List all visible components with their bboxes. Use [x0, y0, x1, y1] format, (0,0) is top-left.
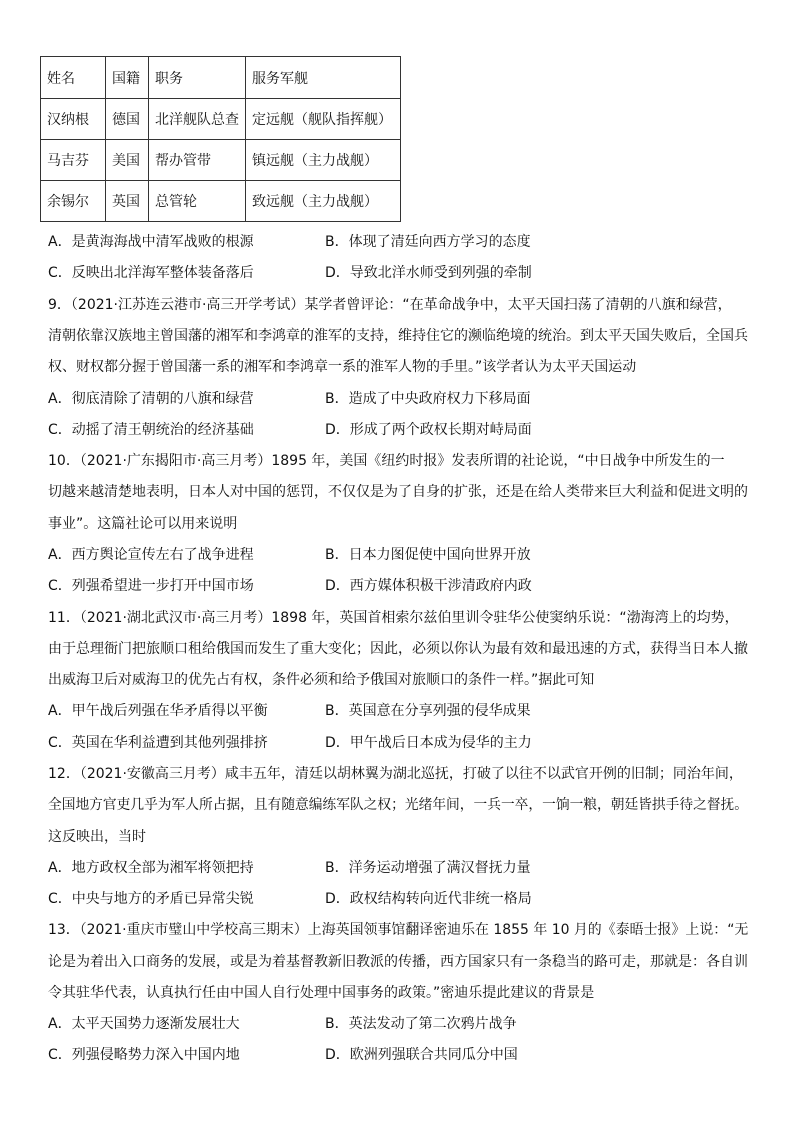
q10-option-a: A．西方舆论宣传左右了战争进程	[48, 547, 254, 563]
q9-stem-line: 清朝依靠汉族地主曾国藩的湘军和李鸿章的淮军的支持，维持住它的濒临绝境的统治。到太平天国失败后，全国兵	[48, 328, 748, 344]
q10-stem-line: 事业”。这篇社论可以用来说明	[48, 516, 238, 532]
q8-option-d: D．导致北洋水师受到列强的牵制	[325, 265, 532, 281]
q12-option-a: A．地方政权全部为湘军将领把持	[48, 860, 254, 876]
q13-stem-line: 论是为着出入口商务的发展，或是为着基督教新旧教派的传播，西方国家只有一条稳当的路可走，那就是：各自训	[48, 954, 748, 970]
q11-option-c: C．英国在华利益遭到其他列强排挤	[48, 735, 268, 751]
q9-stem-line: 权、财权都分握于曾国藩一系的湘军和李鸿章一系的淮军人物的手里。”该学者认为太平天国运动	[48, 359, 637, 375]
q13-option-c: C．列强侵略势力深入中国内地	[48, 1047, 240, 1063]
q10-option-c: C．列强希望进一步打开中国市场	[48, 578, 254, 594]
q9-option-c: C．动摇了清王朝统治的经济基础	[48, 422, 254, 438]
table-cell: 镇远舰（主力战舰）	[246, 140, 401, 181]
table-cell: 英国	[106, 181, 149, 222]
q11-option-b: B．英国意在分享列强的侵华成果	[325, 703, 531, 719]
table-header-cell: 姓名	[41, 57, 106, 99]
table-cell: 帮办管带	[149, 140, 246, 181]
q9-option-b: B．造成了中央政府权力下移局面	[325, 391, 531, 407]
q12-stem-line: 这反映出，当时	[48, 829, 146, 845]
table-cell: 定远舰（舰队指挥舰）	[246, 99, 401, 140]
foreign-officers-table	[40, 56, 401, 222]
table-cell: 汉纳根	[41, 99, 106, 140]
q12-option-d: D．政权结构转向近代非统一格局	[325, 891, 532, 907]
q9-option-d: D．形成了两个政权长期对峙局面	[325, 422, 532, 438]
q9-option-a: A．彻底清除了清朝的八旗和绿营	[48, 391, 254, 407]
q10-option-b: B．日本力图促使中国向世界开放	[325, 547, 531, 563]
table-cell: 总管轮	[149, 181, 246, 222]
table-cell: 美国	[106, 140, 149, 181]
q8-option-c: C．反映出北洋海军整体装备落后	[48, 265, 254, 281]
q8-option-a: A．是黄海海战中清军战败的根源	[48, 234, 254, 250]
table-row	[41, 99, 401, 140]
q8-option-b: B．体现了清廷向西方学习的态度	[325, 234, 531, 250]
q11-option-a: A．甲午战后列强在华矛盾得以平衡	[48, 703, 268, 719]
table-cell: 致远舰（主力战舰）	[246, 181, 401, 222]
table-row	[41, 140, 401, 181]
q13-option-d: D．欧洲列强联合共同瓜分中国	[325, 1047, 518, 1063]
q12-option-b: B．洋务运动增强了满汉督抚力量	[325, 860, 531, 876]
table-cell: 余锡尔	[41, 181, 106, 222]
q13-option-a: A．太平天国势力逐渐发展壮大	[48, 1016, 240, 1032]
q13-stem-line: 13．（2021·重庆市璧山中学校高三期末）上海英国领事馆翻译密迪乐在 1855 年 10 月的《泰晤士报》上说：“无	[48, 922, 749, 938]
table-cell: 马吉芬	[41, 140, 106, 181]
q11-option-d: D．甲午战后日本成为侵华的主力	[325, 735, 532, 751]
q11-stem-line: 由于总理衙门把旅顺口租给俄国而发生了重大变化；因此，必须以你认为最有效和最迅速的方式，获得当日本人撤	[48, 641, 748, 657]
q10-option-d: D．西方媒体积极干涉清政府内政	[325, 578, 532, 594]
q9-stem-line: 9．（2021·江苏连云港市·高三开学考试）某学者曾评论：“在革命战争中，太平天国扫荡了清朝的八旗和绿营，	[48, 297, 732, 313]
q10-stem-line: 切越来越清楚地表明，日本人对中国的惩罚，不仅仅是为了自身的扩张，还是在给人类带来巨大利益和促进文明的	[48, 484, 748, 500]
q12-option-c: C．中央与地方的矛盾已异常尖锐	[48, 891, 254, 907]
q11-stem-line: 出威海卫后对威海卫的优先占有权，条件必须和给予俄国对旅顺口的条件一样。”据此可知	[48, 672, 595, 688]
table-header-cell: 服务军舰	[246, 57, 401, 99]
table-header-row	[41, 57, 401, 99]
q12-stem-line: 全国地方官吏几乎为军人所占据，且有随意编练军队之权；光绪年间，一兵一卒，一饷一粮，朝廷皆拱手待之督抚。	[48, 797, 749, 813]
q12-stem-line: 12．（2021·安徽高三月考）咸丰五年，清廷以胡林翼为湖北巡抚，打破了以往不以武官开例的旧制；同治年间，	[48, 766, 743, 782]
q13-stem-line: 令其驻华代表，认真执行任由中国人自行处理中国事务的政策。”密迪乐提此建议的背景是	[48, 985, 595, 1001]
q10-stem-line: 10．（2021·广东揭阳市·高三月考）1895 年，美国《纽约时报》发表所谓的社论说，“中日战争中所发生的一	[48, 453, 725, 469]
table-cell: 德国	[106, 99, 149, 140]
table-header-cell: 国籍	[106, 57, 149, 99]
table-cell: 北洋舰队总查	[149, 99, 246, 140]
q11-stem-line: 11．（2021·湖北武汉市·高三月考）1898 年，英国首相索尔兹伯里训令驻华公使窦纳乐说：“渤海湾上的均势，	[48, 610, 739, 626]
q13-option-b: B．英法发动了第二次鸦片战争	[325, 1016, 517, 1032]
table-row	[41, 181, 401, 222]
table-header-cell: 职务	[149, 57, 246, 99]
